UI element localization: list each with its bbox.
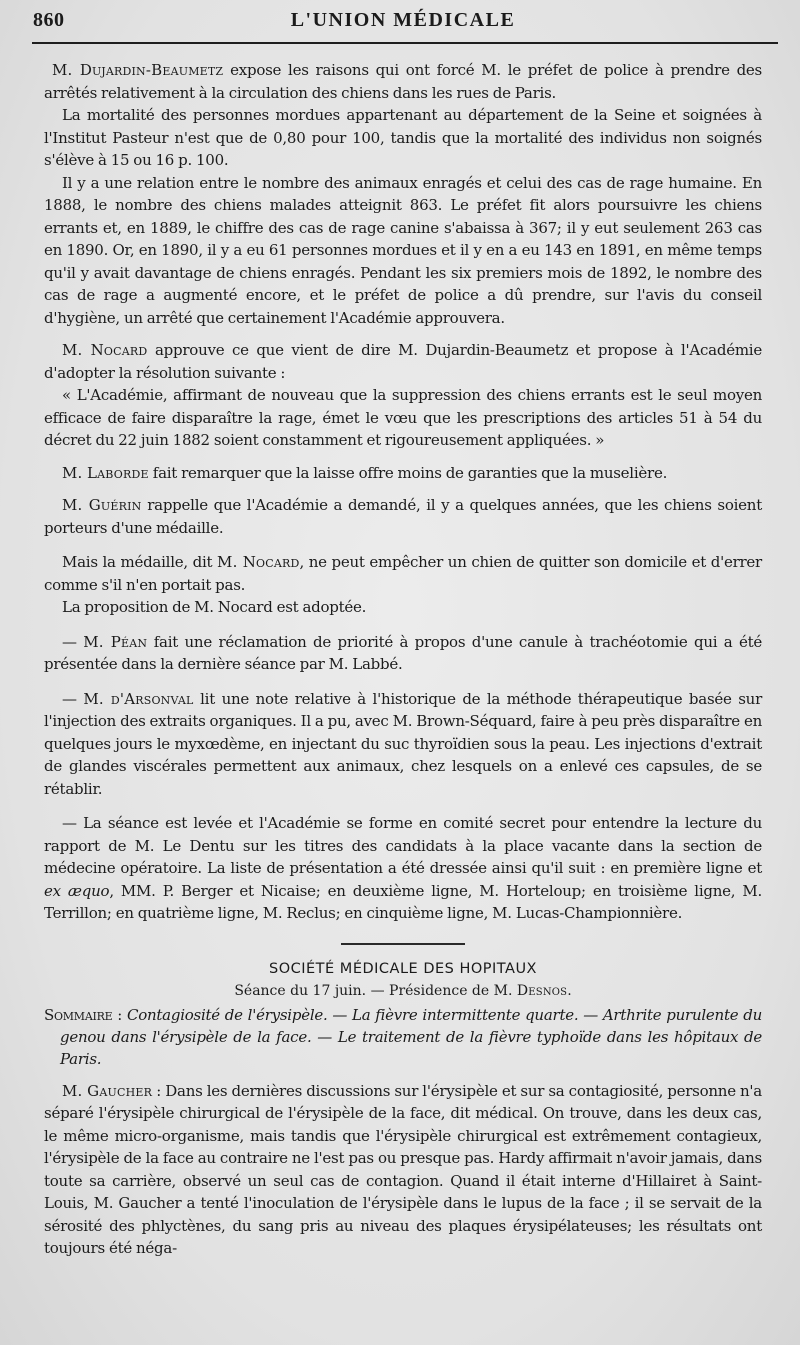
speaker-name: M. Gaucher [62,1081,153,1100]
paragraph-text: Il y a une relation entre le nombre des animaux enragés et celui des cas de rage humaine. En 1888, le nombre des chiens malades atteignit 863. Le préfet fit alors poursuivre les chiens errants et, en 1889, le chiffre des cas de rage canine s'abaissa à 367; il y eut seulement 263 cas en 1890. Or, en 1890, il y a eu 61 personnes mordues et il y en a eu 143 en 1891, en même temps qu'il y avait davantage de chiens enragés. Pendant les six premiers mois de 1892, le nombre des cas de rage a augmenté encore, et le préfet de police a dû prendre, sur l'avis du conseil d'hygiène, un arrêté que certainement l'Académie approuvera. [44,173,762,327]
italic-phrase: ex æquo [44,881,110,900]
paragraph [44,812,762,925]
paragraph [44,494,762,539]
paragraph-text: lit une note relative à l'historique de la méthode thérapeutique basée sur l'injection des extraits organiques. Il a pu, avec M. Brown-Séquard, faire à peu près disparaître en quelques jours le myxœdème, en injectant du suc thyroïdien sous la peau. Les injections d'extrait de glandes viscérales permettent aux animaux, chez lesquels on a enlevé ces capsules, de se rétablir. [44,689,762,798]
quotation [44,384,762,452]
paragraph-prefix: — [62,632,84,651]
paragraph-text: : Dans les dernières discussions sur l'érysipèle et sur sa contagiosité, personne n'a séparé l'érysipèle chirurgical de l'érysipèle de la face, dit médical. On trouve, dans les deux cas, le même micro-organisme, mais tandis que l'érysipèle chirurgical est extrêmement contagieux, l'érysipèle de la face au contraire ne l'est pas ou presque pas. Hardy affirmait n'avoir jamais, dans toute sa carrière, observé un seul cas de contagion. Quand il était interne d'Hillairet à Saint-Louis, M. Gaucher a tenté l'inoculation de l'érysipèle dans le lupus de la face ; il se servait de la sérosité des phlyctènes, du sang pris au niveau des plaques érysipélateuses; les résultats ont toujours été néga- [44,1081,762,1257]
running-title: L'UNION MÉDICALE [290,9,516,31]
paragraph [44,1080,762,1260]
paragraph-text: rappelle que l'Académie a demandé, il y a quelques années, que les chiens soient porteurs d'une médaille. [44,496,762,537]
paragraph [44,172,762,330]
paragraph-text: La proposition de M. Nocard est adoptée. [62,598,367,616]
paragraph [44,596,762,619]
paragraph-text: , ne peut empêcher un chien de quitter son domicile et d'errer comme s'il n'en portait pas. [44,553,762,594]
speaker-name: M. Péan [83,632,148,651]
summary-separator: : [112,1005,127,1024]
seance-line [44,983,762,999]
speaker-name: M. Nocard [62,341,148,359]
paragraph-text: approuve ce que vient de dire M. Dujardin-Beaumetz et propose à l'Académie d'adopter la résolution suivante : [44,341,762,382]
summary-items: Contagiosité de l'érysipèle. — La fièvre intermittente quarte. — Arthrite purulente du genou dans l'érysipèle de la face. — Le traitement de la fièvre typhoïde dans les hôpitaux de Paris. [60,1005,762,1068]
paragraph [44,339,762,384]
seance-end: . [567,982,572,999]
page-number: 860 [33,9,65,31]
speaker-name: M. Nocard [217,553,300,571]
summary [44,1004,762,1070]
page-header [33,6,762,36]
president-name: Desnos [516,982,568,999]
paragraph [44,688,762,801]
header-rule [32,42,778,44]
speaker-name: M. Dujardin-Beaumetz [52,61,224,79]
paragraph-text: La mortalité des personnes mordues appartenant au département de la Seine et soignées à l'Institut Pasteur n'est que de 0,80 pour 100, tandis que la mortalité des individus non soignés s'élève à 15 ou 16 p. 100. [44,106,762,169]
speaker-name: M. Guérin [62,496,142,514]
paragraph [44,104,762,172]
paragraph [44,59,762,104]
paragraph-text: fait remarquer que la laisse offre moins de garanties que la muselière. [148,463,668,482]
section-divider [341,943,465,945]
seance-text: Séance du 17 juin. — Présidence de M. [234,982,517,999]
speaker-name: M. d'Arsonval [83,689,194,708]
paragraph-text: expose les raisons qui ont forcé M. le préfet de police à prendre des arrêtés relativement à la circulation des chiens dans les rues de Paris. [44,61,762,102]
paragraph [44,631,762,676]
paragraph-prefix: — [62,689,84,708]
academie-report [44,59,762,925]
paragraph [44,551,762,596]
gaucher-section [44,1080,762,1260]
society-section [44,961,762,1260]
paragraph-text: , MM. P. Berger et Nicaise; en deuxième ligne, M. Horteloup; en troisième ligne, M. Terrillon; en quatrième ligne, M. Reclus; en cinquième ligne, M. Lucas-Championnière. [44,881,763,922]
paragraph-text: fait une réclamation de priorité à propos d'une canule à trachéotomie qui a été présentée dans la dernière séance par M. Labbé. [44,632,762,673]
paragraph-text: — La séance est levée et l'Académie se forme en comité secret pour entendre la lecture du rapport de M. Le Dentu sur les titres des candidats à la place vacante dans la section de médecine opératoire. La liste de présentation a été dressée ainsi qu'il suit : en première ligne et [44,814,762,877]
paragraph-text: « L'Académie, affirmant de nouveau que la suppression des chiens errants est le seul moyen efficace de faire disparaître la rage, émet le vœu que les prescriptions des articles 51 à 54 du décret du 22 juin 1882 soient constamment et rigoureusement appliquées. » [44,386,762,449]
paragraph [44,462,762,485]
speaker-name: M. Laborde [62,463,149,482]
section-title: SOCIÉTÉ MÉDICALE DES HOPITAUX [269,960,537,977]
summary-label: Sommaire [44,1005,113,1024]
paragraph-prefix: Mais la médaille, dit [62,553,218,571]
